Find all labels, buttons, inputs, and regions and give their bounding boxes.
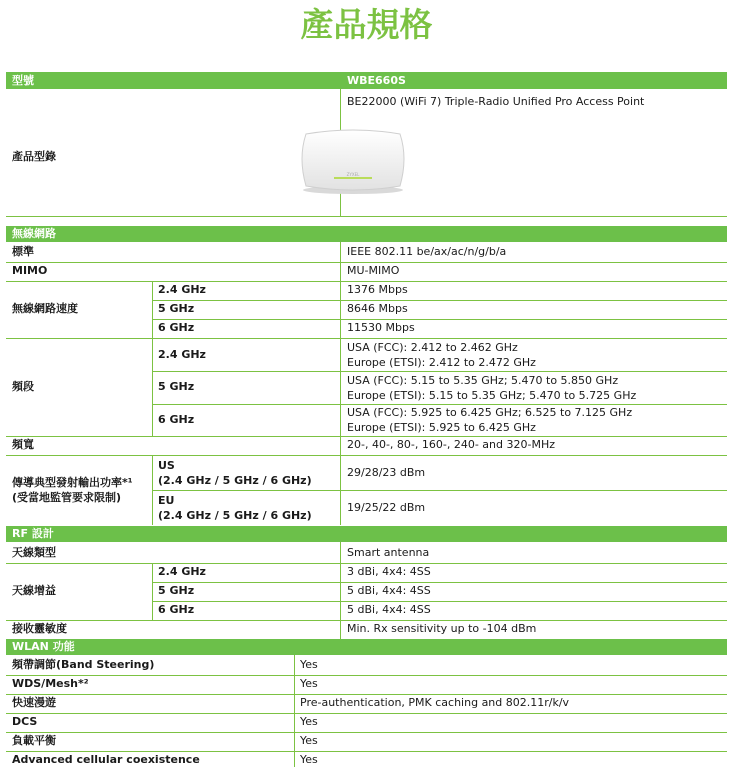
tx-power-region-bands: (2.4 GHz / 5 GHz / 6 GHz)	[158, 509, 312, 522]
tx-power-title: 傳導典型發射輸出功率*¹	[12, 476, 133, 489]
standard-label: 標準	[12, 245, 34, 258]
freq-band: 5 GHz	[158, 380, 195, 393]
tx-power-value: 29/28/23 dBm	[347, 466, 426, 479]
rx-sensitivity-value: Min. Rx sensitivity up to -104 dBm	[347, 622, 537, 635]
page-title: 產品規格	[300, 5, 433, 44]
freq-value	[347, 405, 632, 435]
freq-fcc: USA (FCC): 5.925 to 6.425 GHz; 6.525 to 7.125 GHz	[347, 406, 633, 419]
gain-value: 3 dBi, 4x4: 4SS	[347, 565, 431, 578]
freq-band: 6 GHz	[158, 413, 195, 426]
wireless-section-bar	[6, 226, 727, 242]
speed-value: 11530 Mbps	[347, 321, 415, 334]
gain-band: 6 GHz	[158, 603, 195, 616]
bandwidth-label: 頻寬	[12, 438, 34, 451]
tx-power-note: (受當地監管要求限制)	[12, 491, 122, 504]
rf-section-label: RF 設計	[12, 527, 54, 540]
wds-mesh-label: WDS/Mesh*²	[12, 677, 89, 690]
wlan-section-bar	[6, 639, 727, 655]
load-balancing-label: 負載平衡	[12, 734, 56, 747]
model-description: BE22000 (WiFi 7) Triple-Radio Unified Pro Access Point	[347, 95, 645, 108]
tx-power-region-name: EU	[158, 494, 175, 507]
wireless-section-label: 無線網路	[12, 227, 56, 240]
cellular-coexistence-label: Advanced cellular coexistence	[12, 753, 200, 766]
bandwidth-value: 20-, 40-, 80-, 160-, 240- and 320-MHz	[347, 438, 555, 451]
rx-sensitivity-label: 接收靈敏度	[12, 622, 67, 635]
speed-value: 8646 Mbps	[347, 302, 408, 315]
wds-mesh-value: Yes	[300, 677, 318, 690]
gain-band: 2.4 GHz	[158, 565, 206, 578]
freq-label: 頻段	[12, 380, 34, 393]
gain-band: 5 GHz	[158, 584, 195, 597]
antenna-gain-label: 天線增益	[12, 584, 56, 597]
freq-etsi: Europe (ETSI): 5.925 to 6.425 GHz	[347, 421, 536, 434]
antenna-type-value: Smart antenna	[347, 546, 430, 559]
wlan-section-label: WLAN 功能	[12, 640, 75, 653]
freq-etsi: Europe (ETSI): 5.15 to 5.35 GHz; 5.470 to 5.725 GHz	[347, 389, 637, 402]
fast-roaming-value: Pre-authentication, PMK caching and 802.11r/k/v	[300, 696, 570, 709]
antenna-type-label: 天線類型	[12, 546, 56, 559]
freq-value	[347, 340, 536, 370]
load-balancing-value: Yes	[300, 734, 318, 747]
freq-fcc: USA (FCC): 2.412 to 2.462 GHz	[347, 341, 518, 354]
model-header-value: WBE660S	[347, 74, 406, 87]
speed-band: 6 GHz	[158, 321, 195, 334]
dcs-label: DCS	[12, 715, 38, 728]
tx-power-region-name: US	[158, 459, 175, 472]
freq-band: 2.4 GHz	[158, 348, 206, 361]
freq-fcc: USA (FCC): 5.15 to 5.35 GHz; 5.470 to 5.850 GHz	[347, 374, 619, 387]
dcs-value: Yes	[300, 715, 318, 728]
product-image-label: 產品型錄	[12, 150, 56, 163]
freq-value	[347, 373, 636, 403]
fast-roaming-label: 快速漫遊	[12, 696, 56, 709]
model-header-label: 型號	[12, 74, 34, 87]
model-header-bar	[6, 72, 727, 89]
speed-label: 無線網路速度	[12, 302, 78, 315]
band-steering-value: Yes	[300, 658, 318, 671]
tx-power-label	[12, 475, 133, 505]
speed-band: 2.4 GHz	[158, 283, 206, 296]
tx-power-value: 19/25/22 dBm	[347, 501, 426, 514]
access-point-image	[296, 128, 410, 196]
tx-power-region-bands: (2.4 GHz / 5 GHz / 6 GHz)	[158, 474, 312, 487]
standard-value: IEEE 802.11 be/ax/ac/n/g/b/a	[347, 245, 507, 258]
gain-value: 5 dBi, 4x4: 4SS	[347, 584, 431, 597]
tx-power-region	[158, 458, 312, 488]
gain-value: 5 dBi, 4x4: 4SS	[347, 603, 431, 616]
freq-etsi: Europe (ETSI): 2.412 to 2.472 GHz	[347, 356, 536, 369]
mimo-label: MIMO	[12, 264, 48, 277]
mimo-value: MU-MIMO	[347, 264, 400, 277]
tx-power-region	[158, 493, 312, 523]
rf-section-bar	[6, 526, 727, 542]
svg-text:ZYXEL: ZYXEL	[346, 172, 360, 177]
speed-band: 5 GHz	[158, 302, 195, 315]
cellular-coexistence-value: Yes	[300, 753, 318, 766]
band-steering-label: 頻帶調節(Band Steering)	[12, 658, 155, 671]
speed-value: 1376 Mbps	[347, 283, 408, 296]
